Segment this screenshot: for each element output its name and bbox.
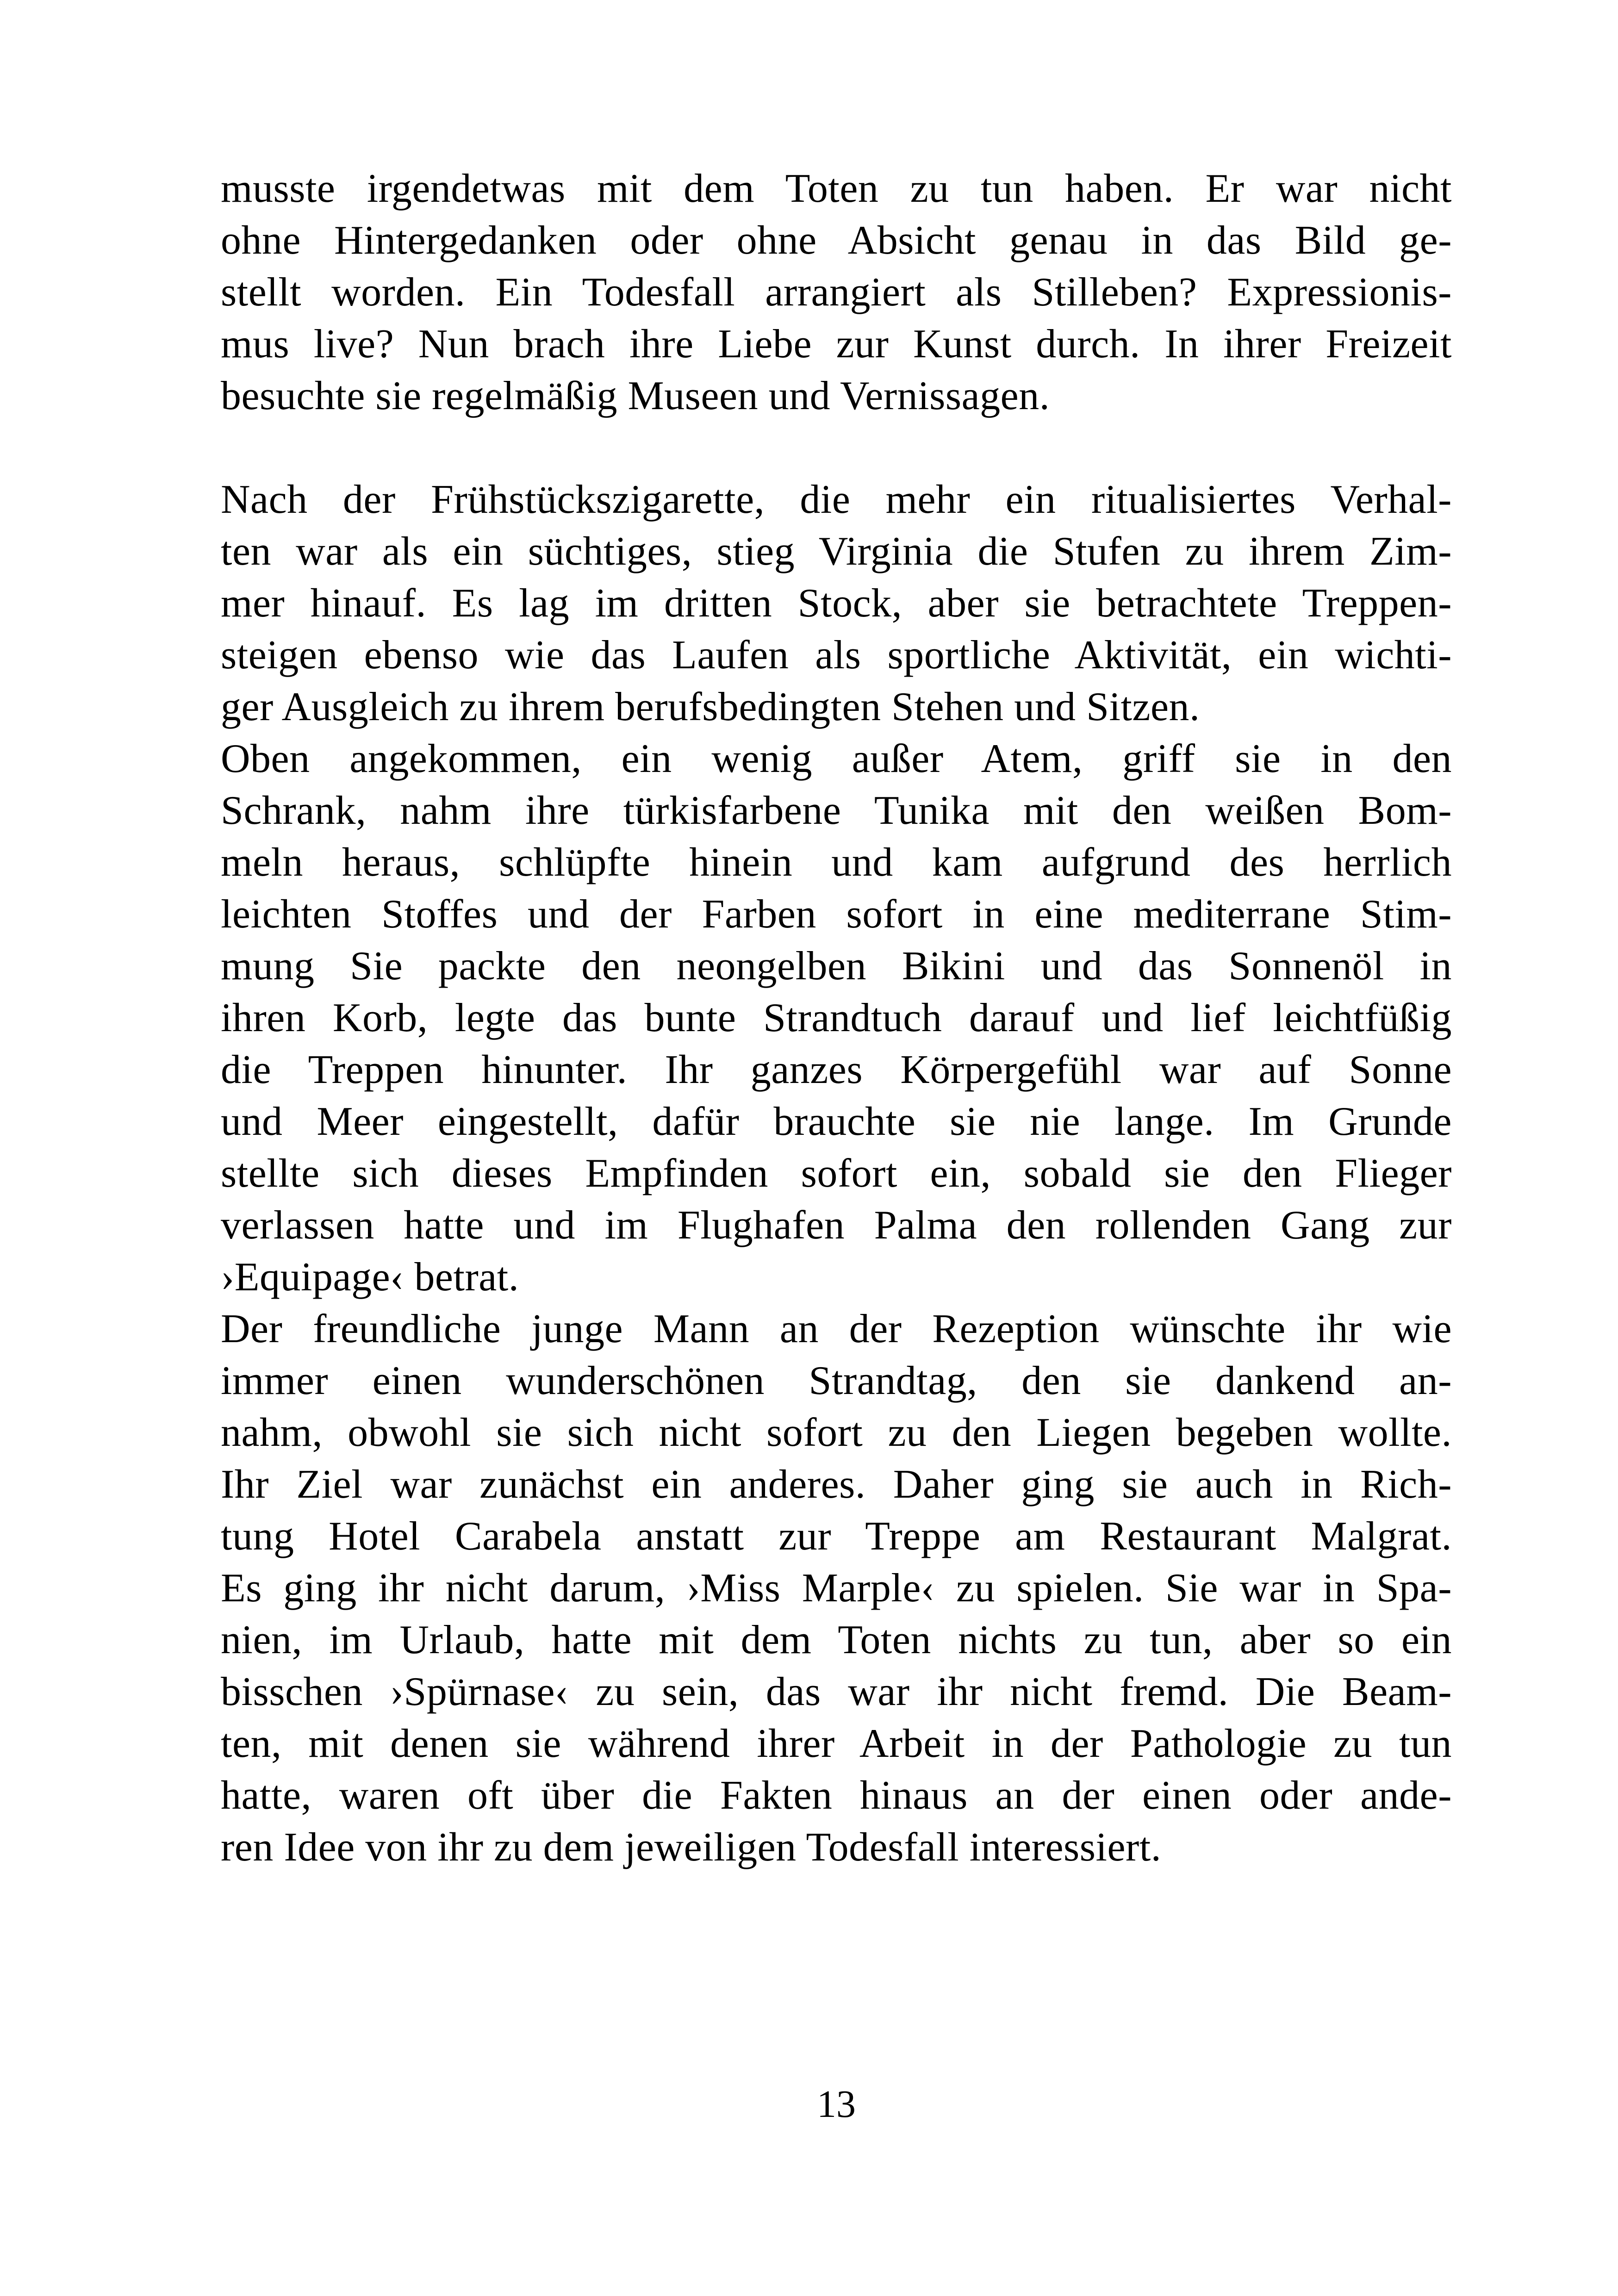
- text-line: ten war als ein süchtiges, stieg Virginia die Stufen zu ihrem Zim-: [221, 529, 1452, 574]
- text-line: steigen ebenso wie das Laufen als sportliche Aktivität, ein wichti-: [221, 633, 1452, 678]
- text-line: besuchte sie regelmäßig Museen und Vernissagen.: [221, 373, 1050, 418]
- text-line: meln heraus, schlüpfte hinein und kam aufgrund des herrlich: [221, 840, 1452, 885]
- text-line: nien, im Urlaub, hatte mit dem Toten nichts zu tun, aber so ein: [221, 1618, 1452, 1662]
- text-line: hatte, waren oft über die Fakten hinaus an der einen oder ande-: [221, 1773, 1452, 1818]
- text-line: ren Idee von ihr zu dem jeweiligen Todesfall interessiert.: [221, 1825, 1162, 1870]
- text-line: Oben angekommen, ein wenig außer Atem, griff sie in den: [221, 736, 1452, 781]
- text-line: tung Hotel Carabela anstatt zur Treppe am Restaurant Malgrat.: [221, 1514, 1452, 1559]
- text-line: Nach der Frühstückszigarette, die mehr ein ritualisiertes Verhal-: [221, 477, 1452, 522]
- text-line: mer hinauf. Es lag im dritten Stock, aber sie betrachtete Treppen-: [221, 581, 1452, 626]
- text-line: immer einen wunderschönen Strandtag, den sie dankend an-: [221, 1358, 1452, 1403]
- page-number: 13: [817, 2083, 856, 2126]
- text-line: ten, mit denen sie während ihrer Arbeit in der Pathologie zu tun: [221, 1721, 1452, 1766]
- text-line: ger Ausgleich zu ihrem berufsbedingten Stehen und Sitzen.: [221, 684, 1200, 729]
- body-text-block: [221, 163, 1452, 1873]
- text-line: und Meer eingestellt, dafür brauchte sie nie lange. Im Grunde: [221, 1099, 1452, 1144]
- text-line: Es ging ihr nicht darum, ›Miss Marple‹ zu spielen. Sie war in Spa-: [221, 1566, 1452, 1611]
- text-line: musste irgendetwas mit dem Toten zu tun haben. Er war nicht: [221, 166, 1452, 211]
- text-line: ihren Korb, legte das bunte Strandtuch darauf und lief leichtfüßig: [221, 996, 1452, 1040]
- text-line: die Treppen hinunter. Ihr ganzes Körpergefühl war auf Sonne: [221, 1047, 1452, 1092]
- text-line: Ihr Ziel war zunächst ein anderes. Daher ging sie auch in Rich-: [221, 1462, 1452, 1507]
- text-line: ›Equipage‹ betrat.: [221, 1255, 519, 1300]
- text-line: nahm, obwohl sie sich nicht sofort zu den Liegen begeben wollte.: [221, 1410, 1452, 1455]
- text-line: ohne Hintergedanken oder ohne Absicht genau in das Bild ge-: [221, 218, 1452, 263]
- text-line: Schrank, nahm ihre türkisfarbene Tunika mit den weißen Bom-: [221, 788, 1452, 833]
- text-line: stellt worden. Ein Todesfall arrangiert als Stilleben? Expressionis-: [221, 270, 1452, 315]
- text-line: verlassen hatte und im Flughafen Palma den rollenden Gang zur: [221, 1203, 1452, 1248]
- text-line: bisschen ›Spürnase‹ zu sein, das war ihr nicht fremd. Die Beam-: [221, 1669, 1452, 1714]
- text-line: leichten Stoffes und der Farben sofort in eine mediterrane Stim-: [221, 892, 1452, 937]
- text-line: Der freundliche junge Mann an der Rezeption wünschte ihr wie: [221, 1307, 1452, 1351]
- text-line: mus live? Nun brach ihre Liebe zur Kunst durch. In ihrer Freizeit: [221, 322, 1452, 367]
- text-line: mung Sie packte den neongelben Bikini und das Sonnenöl in: [221, 944, 1452, 989]
- text-line: stellte sich dieses Empfinden sofort ein, sobald sie den Flieger: [221, 1151, 1452, 1196]
